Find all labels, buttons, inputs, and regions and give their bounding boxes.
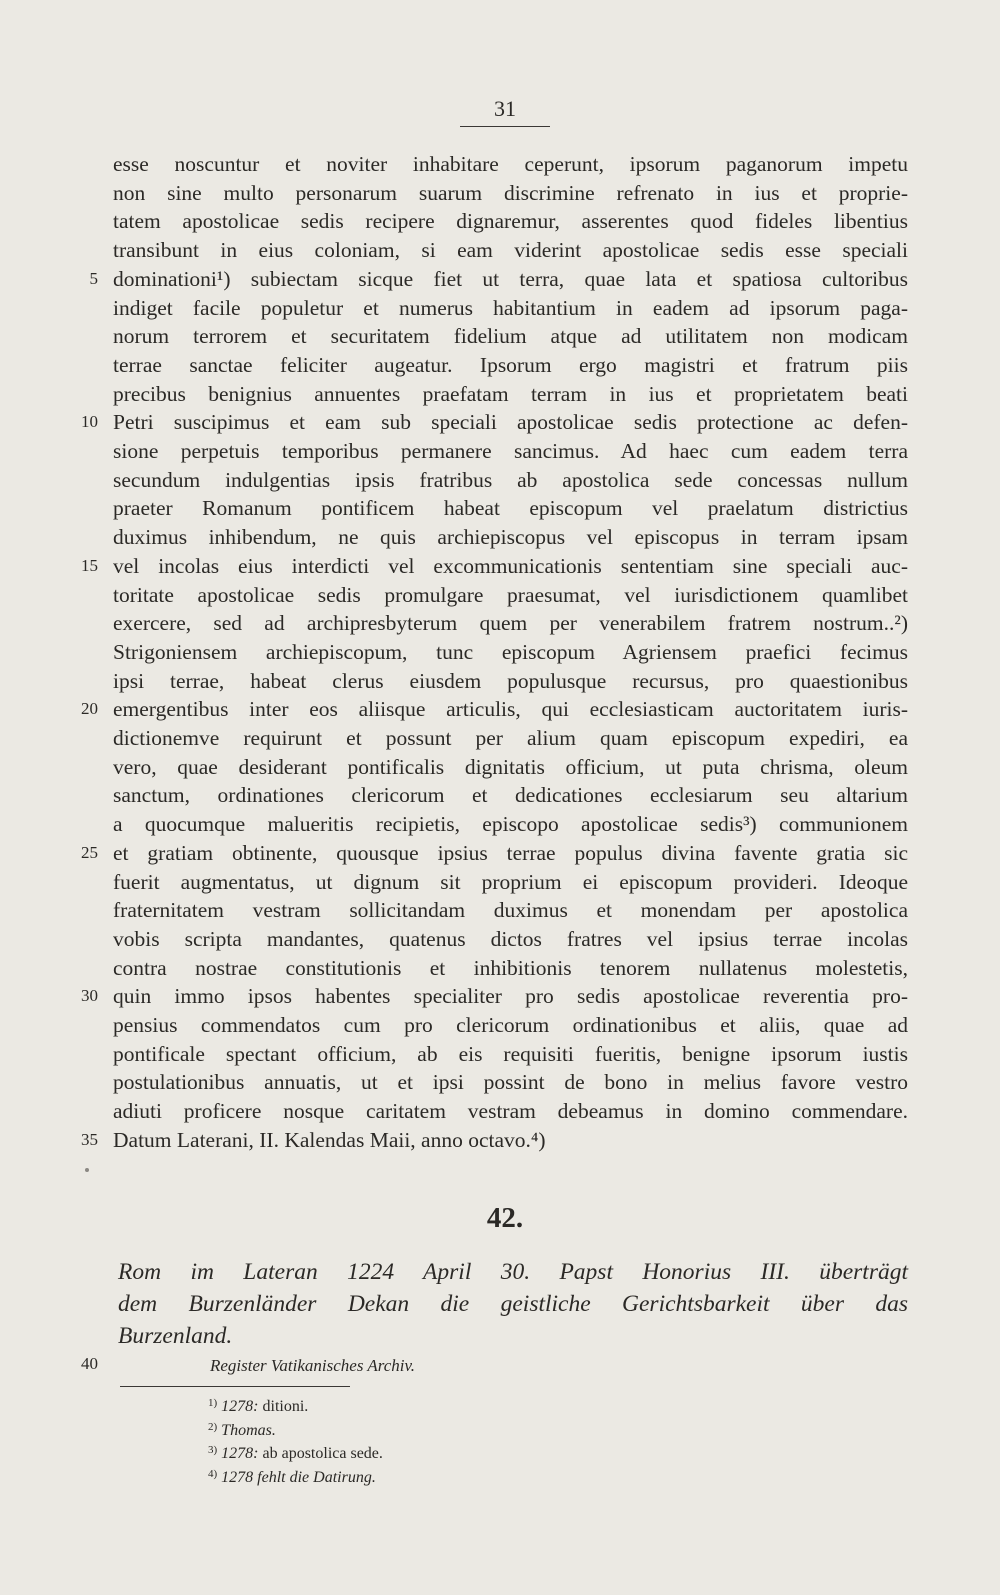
text-line: vero, quae desiderant pontificalis dignitatis officium, ut puta chrisma, oleum — [113, 754, 908, 779]
text-line: sione perpetuis temporibus permanere sancimus. Ad haec cum eadem terra — [113, 439, 908, 463]
text-line: dictionemve requirunt et possunt per alium quam episcopum expediri, ea — [113, 726, 908, 750]
footnote-mark: 1) — [208, 1397, 218, 1409]
text-line: emergentibus inter eos aliisque articulis, qui ecclesiasticam auctoritatem iuris- — [113, 697, 908, 722]
print-dot — [85, 1168, 89, 1172]
line-number: 15 — [81, 555, 98, 575]
footnote-text: ditioni. — [262, 1398, 309, 1415]
footnote-mark: 3) — [208, 1444, 218, 1456]
text-line: esse noscuntur et noviter inhabitare ceperunt, ipsorum paganorum impetu — [113, 152, 908, 176]
footnote — [208, 1443, 383, 1465]
line-number: 30 — [81, 986, 98, 1006]
text-line: et gratiam obtinente, quousque ipsius terrae populus divina favente gratia sic — [113, 840, 908, 865]
text-line: postulationibus annuatis, ut et ipsi possint de bono in melius favore vestro — [113, 1070, 908, 1095]
text-line: terrae sanctae feliciter augeatur. Ipsorum ergo magistri et fratrum piis — [113, 352, 908, 377]
footnote — [208, 1420, 276, 1442]
footnote-italic: 1278: — [221, 1445, 259, 1462]
footnote — [208, 1396, 308, 1418]
text-line: ipsi terrae, habeat clerus eiusdem populusque recursus, pro quaestionibus — [113, 668, 908, 693]
source-note: Register Vatikanisches Archiv. — [210, 1356, 416, 1375]
text-line: quin immo ipsos habentes specialiter pro sedis apostolicae reverentia pro- — [113, 984, 908, 1009]
heading-line: Burzenland. — [118, 1323, 233, 1349]
text-line: fraternitatem vestram sollicitandam duximus et monendam per apostolica — [113, 898, 908, 923]
page-number: 31 — [494, 96, 516, 121]
text-line: duximus inhibendum, ne quis archiepiscopus vel episcopus in terram ipsam — [113, 525, 908, 550]
line-number: 20 — [81, 699, 98, 719]
footnote-mark: 4) — [208, 1467, 218, 1480]
page-number-rule — [460, 126, 550, 127]
footnote — [208, 1467, 376, 1489]
text-line: adiuti proficere nosque caritatem vestram debeamus in domino commendare. — [113, 1099, 908, 1124]
footnote-italic: 1278 fehlt die Datirung. — [221, 1468, 376, 1486]
text-line: tatem apostolicae sedis recipere dignaremur, asserentes quod fideles libentius — [113, 209, 908, 234]
text-line: toritate apostolicae sedis promulgare praesumat, vel iurisdictionem quamlibet — [113, 582, 908, 607]
text-line: dominationi¹) subiectam sicque fiet ut terra, quae lata et spatiosa cultoribus — [113, 266, 908, 291]
footnote-rule — [120, 1386, 350, 1387]
text-line: transibunt in eius coloniam, si eam viderint apostolicae sedis esse speciali — [113, 238, 908, 263]
line-number: 40 — [81, 1354, 98, 1373]
line-number: 35 — [81, 1129, 98, 1149]
text-line: sanctum, ordinationes clericorum et dedicationes ecclesiarum seu altarium — [113, 783, 908, 808]
heading-line: dem Burzenländer Dekan die geistliche Gerichtsbarkeit über das — [118, 1291, 908, 1317]
text-line: pontificale spectant officium, ab eis requisiti fueritis, benigne ipsorum iustis — [113, 1041, 908, 1066]
text-line: indiget facile populetur et numerus habitantium in eadem ad ipsorum paga- — [113, 295, 908, 320]
text-line: precibus benignius annuentes praefatam terram in ius et proprietatem beati — [113, 381, 908, 406]
text-line: vobis scripta mandantes, quatenus dictos fratres vel ipsius terrae incolas — [113, 926, 908, 951]
line-number: 5 — [89, 268, 98, 288]
text-line: praeter Romanum pontificem habeat episcopum vel praelatum districtius — [113, 496, 908, 521]
footnote-mark: 2) — [208, 1420, 218, 1433]
text-line: Petri suscipimus et eam sub speciali apostolicae sedis protectione ac defen- — [113, 410, 908, 435]
text-line: secundum indulgentias ipsis fratribus ab apostolica sede concessas nullum — [113, 467, 908, 492]
text-line: Datum Laterani, II. Kalendas Maii, anno octavo.⁴) — [113, 1127, 546, 1152]
text-line: fuerit augmentatus, ut dignum sit proprium ei episcopum provideri. Ideoque — [113, 869, 908, 894]
text-line: pensius commendatos cum pro clericorum ordinationibus et aliis, quae ad — [113, 1013, 908, 1037]
line-number: 25 — [81, 842, 98, 862]
footnote-text: ab apostolica sede. — [262, 1445, 383, 1462]
text-line: norum terrorem et securitatem fidelium atque ad utilitatem non modicam — [113, 324, 908, 349]
text-line: non sine multo personarum suarum discrimine refrenato in ius et proprie- — [113, 180, 908, 205]
text-line: Strigoniensem archiepiscopum, tunc episcopum Agriensem praefici fecimus — [113, 639, 908, 664]
text-line: vel incolas eius interdicti vel excommunicationis sententiam sine speciali auc- — [113, 553, 908, 578]
footnote-italic: 1278: — [221, 1398, 259, 1415]
text-line: contra nostrae constitutionis et inhibitionis tenorem nullatenus molestetis, — [113, 955, 908, 980]
heading-line: Rom im Lateran 1224 April 30. Papst Honorius III. überträgt — [118, 1259, 908, 1285]
footnote-italic: Thomas. — [221, 1421, 276, 1439]
document-number: 42. — [486, 1202, 524, 1234]
text-line: a quocumque malueritis recipietis, episcopo apostolicae sedis³) communionem — [113, 812, 908, 837]
text-line: exercere, sed ad archipresbyterum quem per venerabilem fratrem nostrum..²) — [113, 611, 908, 636]
line-number: 10 — [81, 412, 98, 432]
